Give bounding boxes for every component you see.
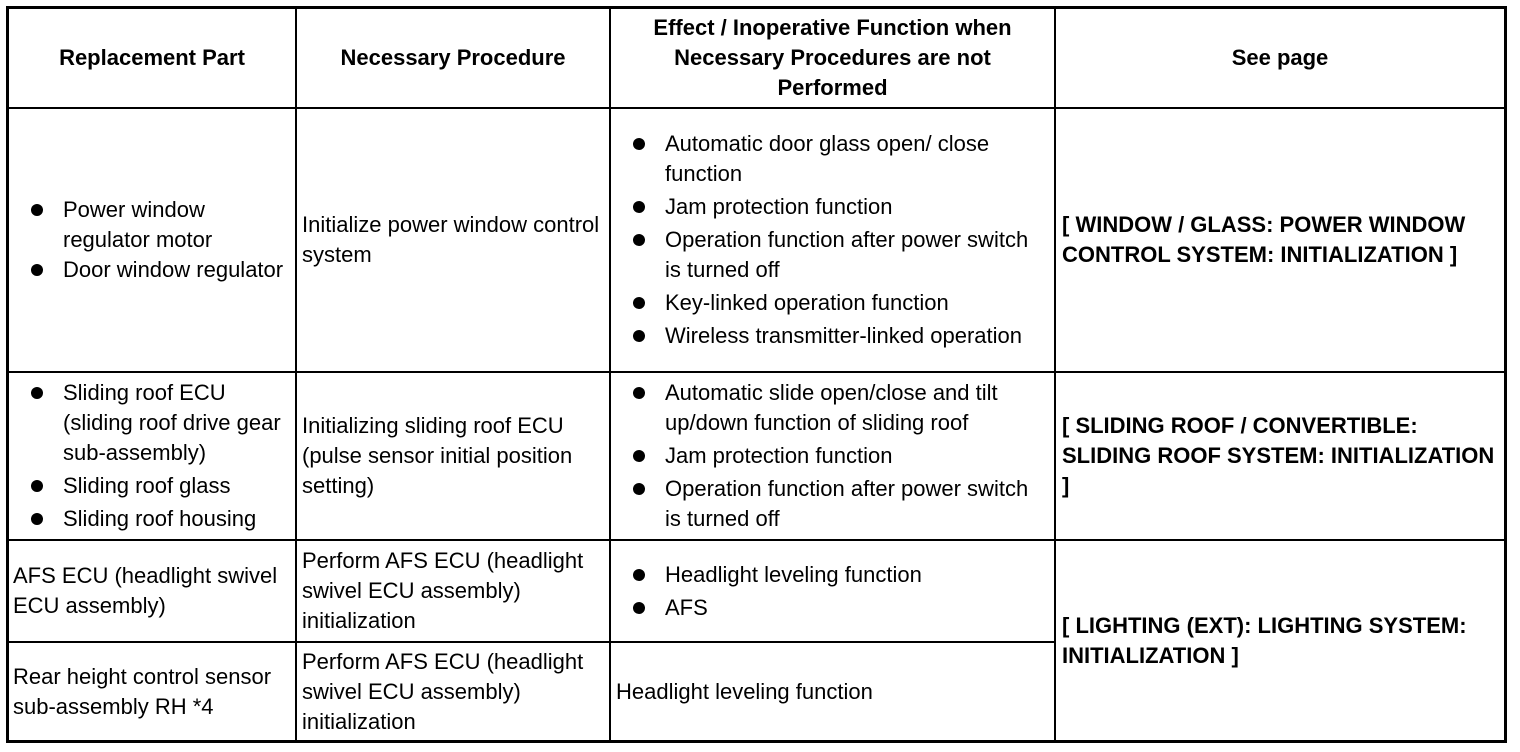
lighting-see-page — [1056, 541, 1504, 740]
list-item: Sliding roof glass — [27, 471, 289, 501]
list-item: Sliding roof housing — [27, 504, 289, 534]
row4-effect — [611, 643, 1054, 740]
see-page-link[interactable]: [ LIGHTING (EXT): LIGHTING SYSTEM: INITIALIZATION ] — [1062, 612, 1467, 668]
procedure-text: Perform AFS ECU (headlight swivel ECU assembly) initialization — [302, 648, 584, 734]
row4-procedure — [297, 643, 609, 740]
header-see-page: See page — [1231, 45, 1329, 70]
procedure-text: Initializing sliding roof ECU (pulse sensor initial position setting) — [302, 413, 573, 498]
effect-text: Headlight leveling function — [616, 678, 873, 704]
row1-replacement-part — [9, 109, 295, 371]
part-text: Rear height control sensor sub-assembly RH *4 — [13, 663, 272, 719]
list-item: Jam protection function — [629, 441, 1046, 471]
list-item: Wireless transmitter-linked operation — [629, 321, 1046, 351]
row1-see-page — [1056, 109, 1504, 371]
row3-procedure — [297, 541, 609, 641]
list-item: Operation function after power switch is turned off — [629, 225, 1046, 285]
list-item: Key-linked operation function — [629, 288, 1046, 318]
list-item: Headlight leveling function — [629, 560, 1046, 590]
row2-procedure — [297, 373, 609, 539]
list-item: Power window regulator motor — [27, 195, 289, 255]
see-page-link[interactable]: [ SLIDING ROOF / CONVERTIBLE: SLIDING ROOF SYSTEM: INITIALIZATION ] — [1062, 413, 1495, 498]
list-item: Automatic slide open/close and tilt up/down function of sliding roof — [629, 378, 1046, 438]
row3-effects — [611, 541, 1054, 641]
procedure-text: Perform AFS ECU (headlight swivel ECU assembly) initialization — [302, 548, 584, 633]
procedure-text: Initialize power window control system — [302, 212, 600, 267]
header-replacement-part: Replacement Part — [59, 45, 245, 70]
row2-effects — [611, 373, 1054, 539]
list-item: Automatic door glass open/ close function — [629, 129, 1046, 189]
row1-procedure — [297, 109, 609, 371]
row2-see-page — [1056, 373, 1504, 539]
header-necessary-procedure: Necessary Procedure — [340, 45, 566, 70]
list-item: Sliding roof ECU (sliding roof drive gear sub-assembly) — [27, 378, 289, 468]
row1-effects — [611, 109, 1054, 371]
list-item: AFS — [629, 593, 1046, 623]
row4-replacement-part — [9, 643, 295, 740]
part-text: AFS ECU (headlight swivel ECU assembly) — [13, 563, 278, 618]
list-item: Jam protection function — [629, 192, 1046, 222]
row3-replacement-part — [9, 541, 295, 641]
list-item: Door window regulator — [27, 255, 289, 285]
see-page-link[interactable]: [ WINDOW / GLASS: POWER WINDOW CONTROL SYSTEM: INITIALIZATION ] — [1062, 212, 1466, 267]
row2-replacement-part — [9, 373, 295, 539]
list-item: Operation function after power switch is turned off — [629, 474, 1046, 534]
header-effect: Effect / Inoperative Function when Necessary Procedures are not Performed — [653, 15, 1012, 100]
